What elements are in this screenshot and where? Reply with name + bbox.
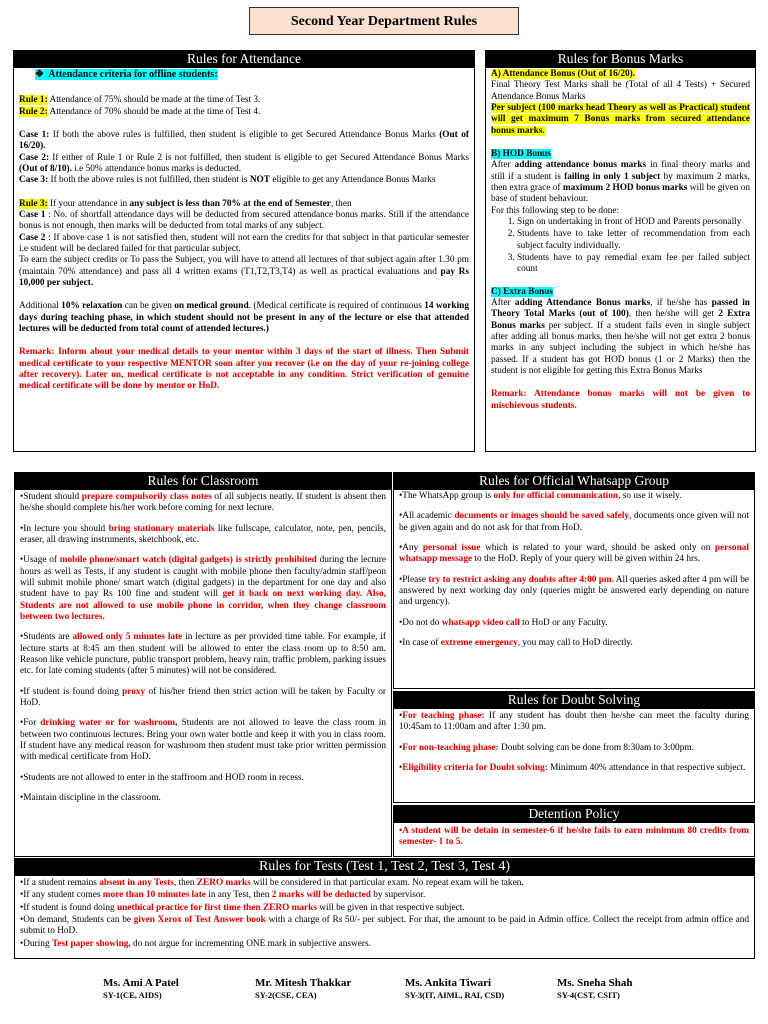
additional-f: 14 working days during teaching phase, in which student should not be present in any of the lecture or else that attended lectures will be deducted from total count of attended lectures.) (19, 301, 469, 334)
t5c: do not argue for incrementing ONE mark in subjective answers. (130, 938, 371, 949)
additional-c: can be given (122, 301, 175, 312)
list-item (399, 711, 749, 734)
list-item: • A student will be detain in semester-6 if he/she fails to earn minimum 80 credits from semester- 1 to 5. (399, 826, 749, 849)
list-item (20, 903, 749, 914)
c-5: , then he/she will get (628, 309, 719, 320)
rule-3-tail: , then (330, 198, 352, 209)
t2e: by supervisor. (370, 890, 426, 901)
case-3-tail: eligible to get any Attendance Bonus Marks (270, 175, 436, 186)
bonus-step: 2. Students have to take letter of recommendation from each subject faculty individually. (517, 229, 750, 252)
w3d: personal whatsapp message (399, 542, 749, 565)
t4a: On demand, Students can be (23, 914, 134, 925)
whatsapp-header: Rules for Official Whatsapp Group (394, 473, 754, 490)
b-7: will be given on base of student behaviour. (491, 182, 750, 205)
case-1-text: If both the above rules is fulfilled, then student is eligible to get Secured Attendance Bonus Marks (49, 129, 440, 140)
signatory-name: Ms. Sneha Shah (557, 977, 633, 989)
additional-d: on medical ground (174, 301, 249, 312)
bonus-b-title (491, 149, 750, 160)
i6a: For (23, 718, 41, 729)
list-item (399, 638, 749, 649)
bonus-step: 3. Students have to pay remedial exam fee per failed subject count (517, 253, 750, 276)
i2b: bring stationary materials (108, 523, 215, 534)
w3c: which is related to your ward, should be asked only on (480, 542, 715, 553)
signatory (255, 977, 405, 1001)
i6c: Students are not allowed to leave the class room in between two continuous lectures. Bring your own water bottle and keep it with you in class room. If student have any medical reason for washroom then student must take prior written permission with medical certificate from HoD. (20, 718, 386, 763)
signatory-name: Ms. Ankita Tiwari (405, 977, 492, 989)
bonus-b-text (491, 160, 750, 205)
w4b: try to restrict asking any doubts after 4:00 pm. (428, 574, 614, 585)
i5a: If student is found doing (23, 686, 123, 697)
list-item (20, 687, 386, 710)
bonus-a-title (491, 69, 750, 80)
d2b: Doubt solving can be done from 8:30am to 3:00pm. (498, 742, 694, 753)
rule-3-case-2-text: : If above case 1 is not satisfied then, student will not earn the credits for that subject in that particular semester i.e student will be declared failed for that particular subject. (19, 232, 469, 254)
i5b: proxy (122, 686, 146, 697)
bonus-c-title (491, 287, 750, 298)
b-3: in final theory marks and still if a student is (491, 160, 750, 182)
b-5: by maximum 2 marks, then extra grace of (491, 171, 750, 193)
case-1-bold: (Out of 16/20). (19, 129, 469, 152)
w6b: extreme emergency (440, 637, 518, 648)
w2a: All academic (402, 511, 455, 522)
w5b: whatsapp video call (441, 617, 520, 628)
rule-3-text: If your attendance in (47, 198, 130, 209)
i4b: allowed only 5 minutes late (72, 632, 183, 643)
t1a: If a student remains (23, 878, 100, 888)
list-item (399, 491, 749, 502)
b-2: adding attendance bonus marks (514, 160, 647, 171)
signatory-class: SY-4(CST, CSIT) (557, 990, 620, 1001)
t4b: given Xerox of Test Answer book (133, 914, 266, 925)
w3b: personal issue (422, 542, 481, 553)
case-2-text: If either of Rule 1 or Rule 2 is not fulfilled, then student is eligible to get Secured Attendance Bonus Marks (49, 152, 469, 163)
bonus-a-text: Final Theory Test Marks shall be (Total of all 4 Tests) + Secured Attendance Bonus Marks (491, 80, 750, 102)
list-item (20, 492, 386, 515)
list-item (399, 743, 749, 754)
i3d: get it back on next working day. Also, Students are not allowed to use mobile phone in corridor, when they change classroom between two lectures. (20, 589, 387, 622)
additional-b: 10% relaxation (61, 301, 123, 312)
bonus-step: 1. Sign on undertaking in front of HOD and Parents personally (517, 217, 750, 228)
case-2-label: Case 2: (19, 152, 50, 163)
case-3 (19, 175, 469, 186)
bonus-header: Rules for Bonus Marks (486, 51, 755, 68)
detention-list (394, 823, 754, 850)
rule-2 (19, 107, 469, 118)
bonus-c-text (491, 298, 750, 377)
i2c: like fullscape, calculator, note, pen, pencils, eraser, all drawing instruments, sketchbook, etc. (20, 523, 386, 545)
signatory (557, 977, 707, 1001)
d3b: Minimum 40% attendance in that respective subject. (547, 762, 746, 773)
case-1-label: Case 1: (19, 129, 50, 140)
case-2-tail: i.e 50% attendance bonus marks is deducted. (71, 163, 242, 174)
i5c: of his/her friend then strict action will be taken by Faculty or HoD. (20, 686, 386, 708)
page-title: Second Year Department Rules (249, 7, 519, 35)
w4a: Please (402, 574, 429, 585)
list-item (20, 939, 749, 950)
doubt-list (394, 709, 754, 775)
case-3-label: Case 3: (19, 175, 49, 186)
list-item (20, 555, 386, 623)
w3a: Any (402, 542, 423, 553)
rule-2-text: Attendance of 70% should be made at the time of Test 4. (47, 106, 261, 117)
rule-3 (19, 199, 469, 210)
i6b: drinking water or for washroom, (40, 718, 178, 729)
i3a: Usage of (23, 555, 60, 566)
t2d: 2 marks will be deducted (271, 890, 371, 901)
whatsapp-panel (393, 472, 755, 689)
attendance-body (14, 68, 474, 394)
c-1: After (491, 297, 515, 308)
w1b: only for official communication (493, 491, 619, 501)
rule-3-case-1 (19, 210, 469, 233)
list-item: • Students are not allowed to enter in the staffroom and HOD room in recess. (20, 773, 386, 784)
attendance-panel (13, 50, 475, 452)
w5a: Do not do (402, 617, 442, 628)
attendance-remark: Remark: Inform about your medical details to your mentor within 3 days of the start of illness. Then Submit medical certificate to your respective MENTOR soon after you recover (i.e on the day of your re-joining college after recovery). Later on, medical certificate is not acceptable in any condition. Strict verification of genuine medical certificate will be done by mentor or HoD. (19, 347, 469, 392)
t1d: ZERO marks (196, 878, 251, 888)
classroom-header: Rules for Classroom (15, 473, 391, 490)
i1c: of all subjects neatly. If student is absent then he/she should complete his/her work before coming for next lecture. (20, 492, 386, 514)
list-item (20, 915, 749, 938)
w2c: , documents once given will not be given again and do not ask for that from HoD. (399, 511, 749, 533)
bonus-a-bold (491, 103, 750, 137)
classroom-list (15, 490, 391, 805)
i3b: mobile phone/smart watch (digital gadgets) is strictly prohibited (59, 555, 317, 566)
bonus-body (486, 68, 755, 413)
i1b: prepare compulsorily class notes (81, 492, 212, 502)
rule-3-label: Rule 3: (19, 198, 48, 209)
additional-relaxation (19, 301, 469, 335)
attendance-header: Rules for Attendance (14, 51, 474, 68)
list-item (399, 618, 749, 629)
t2b: more than 10 minutes late (102, 890, 206, 901)
doubt-panel (393, 691, 755, 803)
t4c: with a charge of Rs 50/- per subject. For that, the amount to be paid in Admin office. Collect the receipt from admin office and submit to HoD. (20, 914, 749, 937)
rule-3-case-2 (19, 233, 469, 256)
tests-panel (14, 858, 755, 959)
rule-1-text: Attendance of 75% should be made at the time of Test 3. (47, 95, 261, 106)
tests-list (15, 876, 754, 951)
list-item (20, 878, 749, 889)
signatory-class: SY-3(IT, AIML, RAI, CSD) (405, 990, 505, 1001)
attendance-criteria: ❖ Attendance criteria for offline students: (35, 69, 218, 80)
list-item (20, 632, 386, 677)
list-item (399, 543, 749, 566)
w1a: The WhatsApp group is (402, 491, 494, 501)
list-item (20, 718, 386, 763)
w3e: to the HoD. Reply of your query will be given within 24 hrs. (472, 554, 701, 565)
rule-3-case-1-text: : No. of shortfall attendance days will be deducted from secured attendance bonus marks. Still if the attendance bonus is not enough, then marks will be deducted from total marks of any subject. (19, 209, 469, 232)
c-6: 2 Extra Bonus marks (491, 309, 750, 331)
d2a: For non-teaching phase: (402, 742, 499, 753)
i1a: Student should (23, 492, 82, 502)
d3a: Eligibility criteria for Doubt solving: (402, 762, 548, 773)
list-item (20, 890, 749, 901)
t5b: Test paper showing, (51, 938, 131, 949)
detention-panel (393, 805, 755, 857)
w2b: documents or images should be saved safely (454, 511, 630, 522)
c-3: , if he/she has (650, 297, 712, 308)
t2c: in any Test, then (205, 890, 272, 901)
t2a: If any student comes (23, 890, 103, 901)
case-3-bold: NOT (249, 175, 270, 186)
w4c: All queries asked after 4 pm will be answered by next working day only (queries might be answered early depending on nature and urgency). (399, 574, 749, 608)
signatory (103, 977, 253, 1001)
bonus-b-title-text: B) HOD Bonus (491, 148, 551, 159)
signatory-name: Ms. Ami A Patel (103, 977, 179, 989)
t3a: If student is found doing (23, 902, 118, 913)
signatory-class: SY-1(CE, AIDS) (103, 990, 162, 1001)
t1e: will be considered in that particular exam. No repeat exam will be taken. (250, 878, 524, 888)
t1b: absent in any Tests (99, 878, 174, 888)
case-3-text: If both the above rules is not fulfilled, then student is (48, 175, 250, 186)
detention-header: Detention Policy (394, 806, 754, 823)
doubt-header: Rules for Doubt Solving (394, 692, 754, 709)
list-item (399, 763, 749, 774)
case-2 (19, 153, 469, 176)
rule-1 (19, 95, 469, 106)
rule-3-case-2-more (19, 255, 469, 289)
t5a: During (23, 938, 52, 949)
bonus-steps-list (491, 217, 750, 276)
classroom-panel (14, 472, 392, 857)
rule-2-label: Rule 2: (19, 106, 48, 117)
additional-e: . (Medical certificate is required of continuous (248, 301, 425, 312)
t3c: will be given in that respective subject. (316, 902, 465, 913)
signatory-name: Mr. Mitesh Thakkar (255, 977, 352, 989)
list-item (20, 524, 386, 547)
t1c: , then (173, 878, 197, 888)
list-item: • Maintain discipline in the classroom. (20, 793, 386, 804)
c-7: per subject. If a student fails even in single subject after adding all bonus marks, then he/she will not get extra 2 bonus marks in any subject including the subject in which he/she has passed. If a student has got HOD bonus (1 or 2 Marks) then the student is not eligible for getting this Extra Bonus Marks (491, 320, 750, 376)
rule-1-label: Rule 1: (19, 95, 48, 106)
tests-header: Rules for Tests (Test 1, Test 2, Test 3, Test 4) (15, 859, 754, 876)
rule-3-case-2-label: Case 2 (19, 232, 46, 243)
w5c: to HoD or any Faculty. (519, 617, 608, 628)
bonus-c-title-text: C) Extra Bonus (491, 286, 553, 297)
additional-a: Additional (19, 301, 62, 312)
t3b: unethical practice for first time then ZERO marks (117, 902, 317, 913)
b-4: failing in only 1 subject (564, 171, 661, 182)
bonus-a-title-text: A) Attendance Bonus (Out of 16/20). (491, 69, 636, 79)
signatory-class: SY-2(CSE, CEA) (255, 990, 317, 1001)
case-1 (19, 130, 469, 153)
bonus-steps-intro: For this following step to be done: (491, 205, 620, 216)
bonus-panel (485, 50, 756, 452)
rule-3-bold: any subject is less than 70% at the end of Semester (129, 198, 331, 209)
w1c: , so use it wisely. (618, 491, 682, 501)
rule-3-case-1-label: Case 1 (19, 209, 46, 220)
rule-3-more-bold: pay Rs 10,000 per subject. (19, 266, 470, 288)
w6c: , you may call to HoD directly. (517, 637, 633, 648)
w6a: In case of (402, 637, 441, 648)
c-4: passed in Theory Total Marks (out of 100) (491, 297, 750, 320)
list-item (399, 575, 749, 609)
i4a: Students are (23, 632, 73, 643)
whatsapp-list (394, 490, 754, 650)
list-item (399, 511, 749, 534)
signatory (405, 977, 555, 1001)
b-6: maximum 2 HOD bonus marks (562, 182, 688, 193)
bonus-remark: Remark: Attendance bonus marks will not be given to mischievous students. (491, 389, 750, 411)
i3c: during the lecture hours as well as Tests, if any student is caught with mobile phone then faculty/admin staff/peon will submit mobile phone/ smart watch (digital gadgets) in the department for one day and also student have to pay Rs 100 fine and student will (20, 555, 386, 600)
case-2-bold: (Out of 8/10). (19, 163, 72, 174)
bonus-a-bold-text: Per subject (100 marks head Theory as well as Practical) student will get maximum 7 Bonus marks from secured attendance bonus marks. (491, 102, 750, 136)
criteria-text: Attendance criteria for offline students: (48, 69, 218, 80)
rule-3-more-text: To earn the subject credits or To pass the Subject, you will have to attend all lectures of that subject again after 1.30 pm (maintain 70% attendance) and pass all 4 written exams (T1,T2,T3,T4) as well as practical evaluations and (19, 255, 469, 277)
i2a: In lecture you should (23, 523, 109, 534)
d1a: For teaching phase: (402, 711, 485, 721)
c-2: adding Attendance Bonus marks (514, 297, 651, 308)
d1b: If any student has doubt then he/she can meet the faculty during 10:45am to 11:00am and after 1:30 pm. (399, 711, 749, 733)
i4c: in lecture as per provided time table. For example, if lecture starts at 8:45 am then student will be allowed to enter the class room up to 8:50 am. Reason like vehicle puncture, public transport problem, heavy rain, traffic problem, parking issues etc. for late coming students (after 5 minutes) will not be considered. (20, 632, 386, 677)
b-1: After (491, 160, 515, 171)
